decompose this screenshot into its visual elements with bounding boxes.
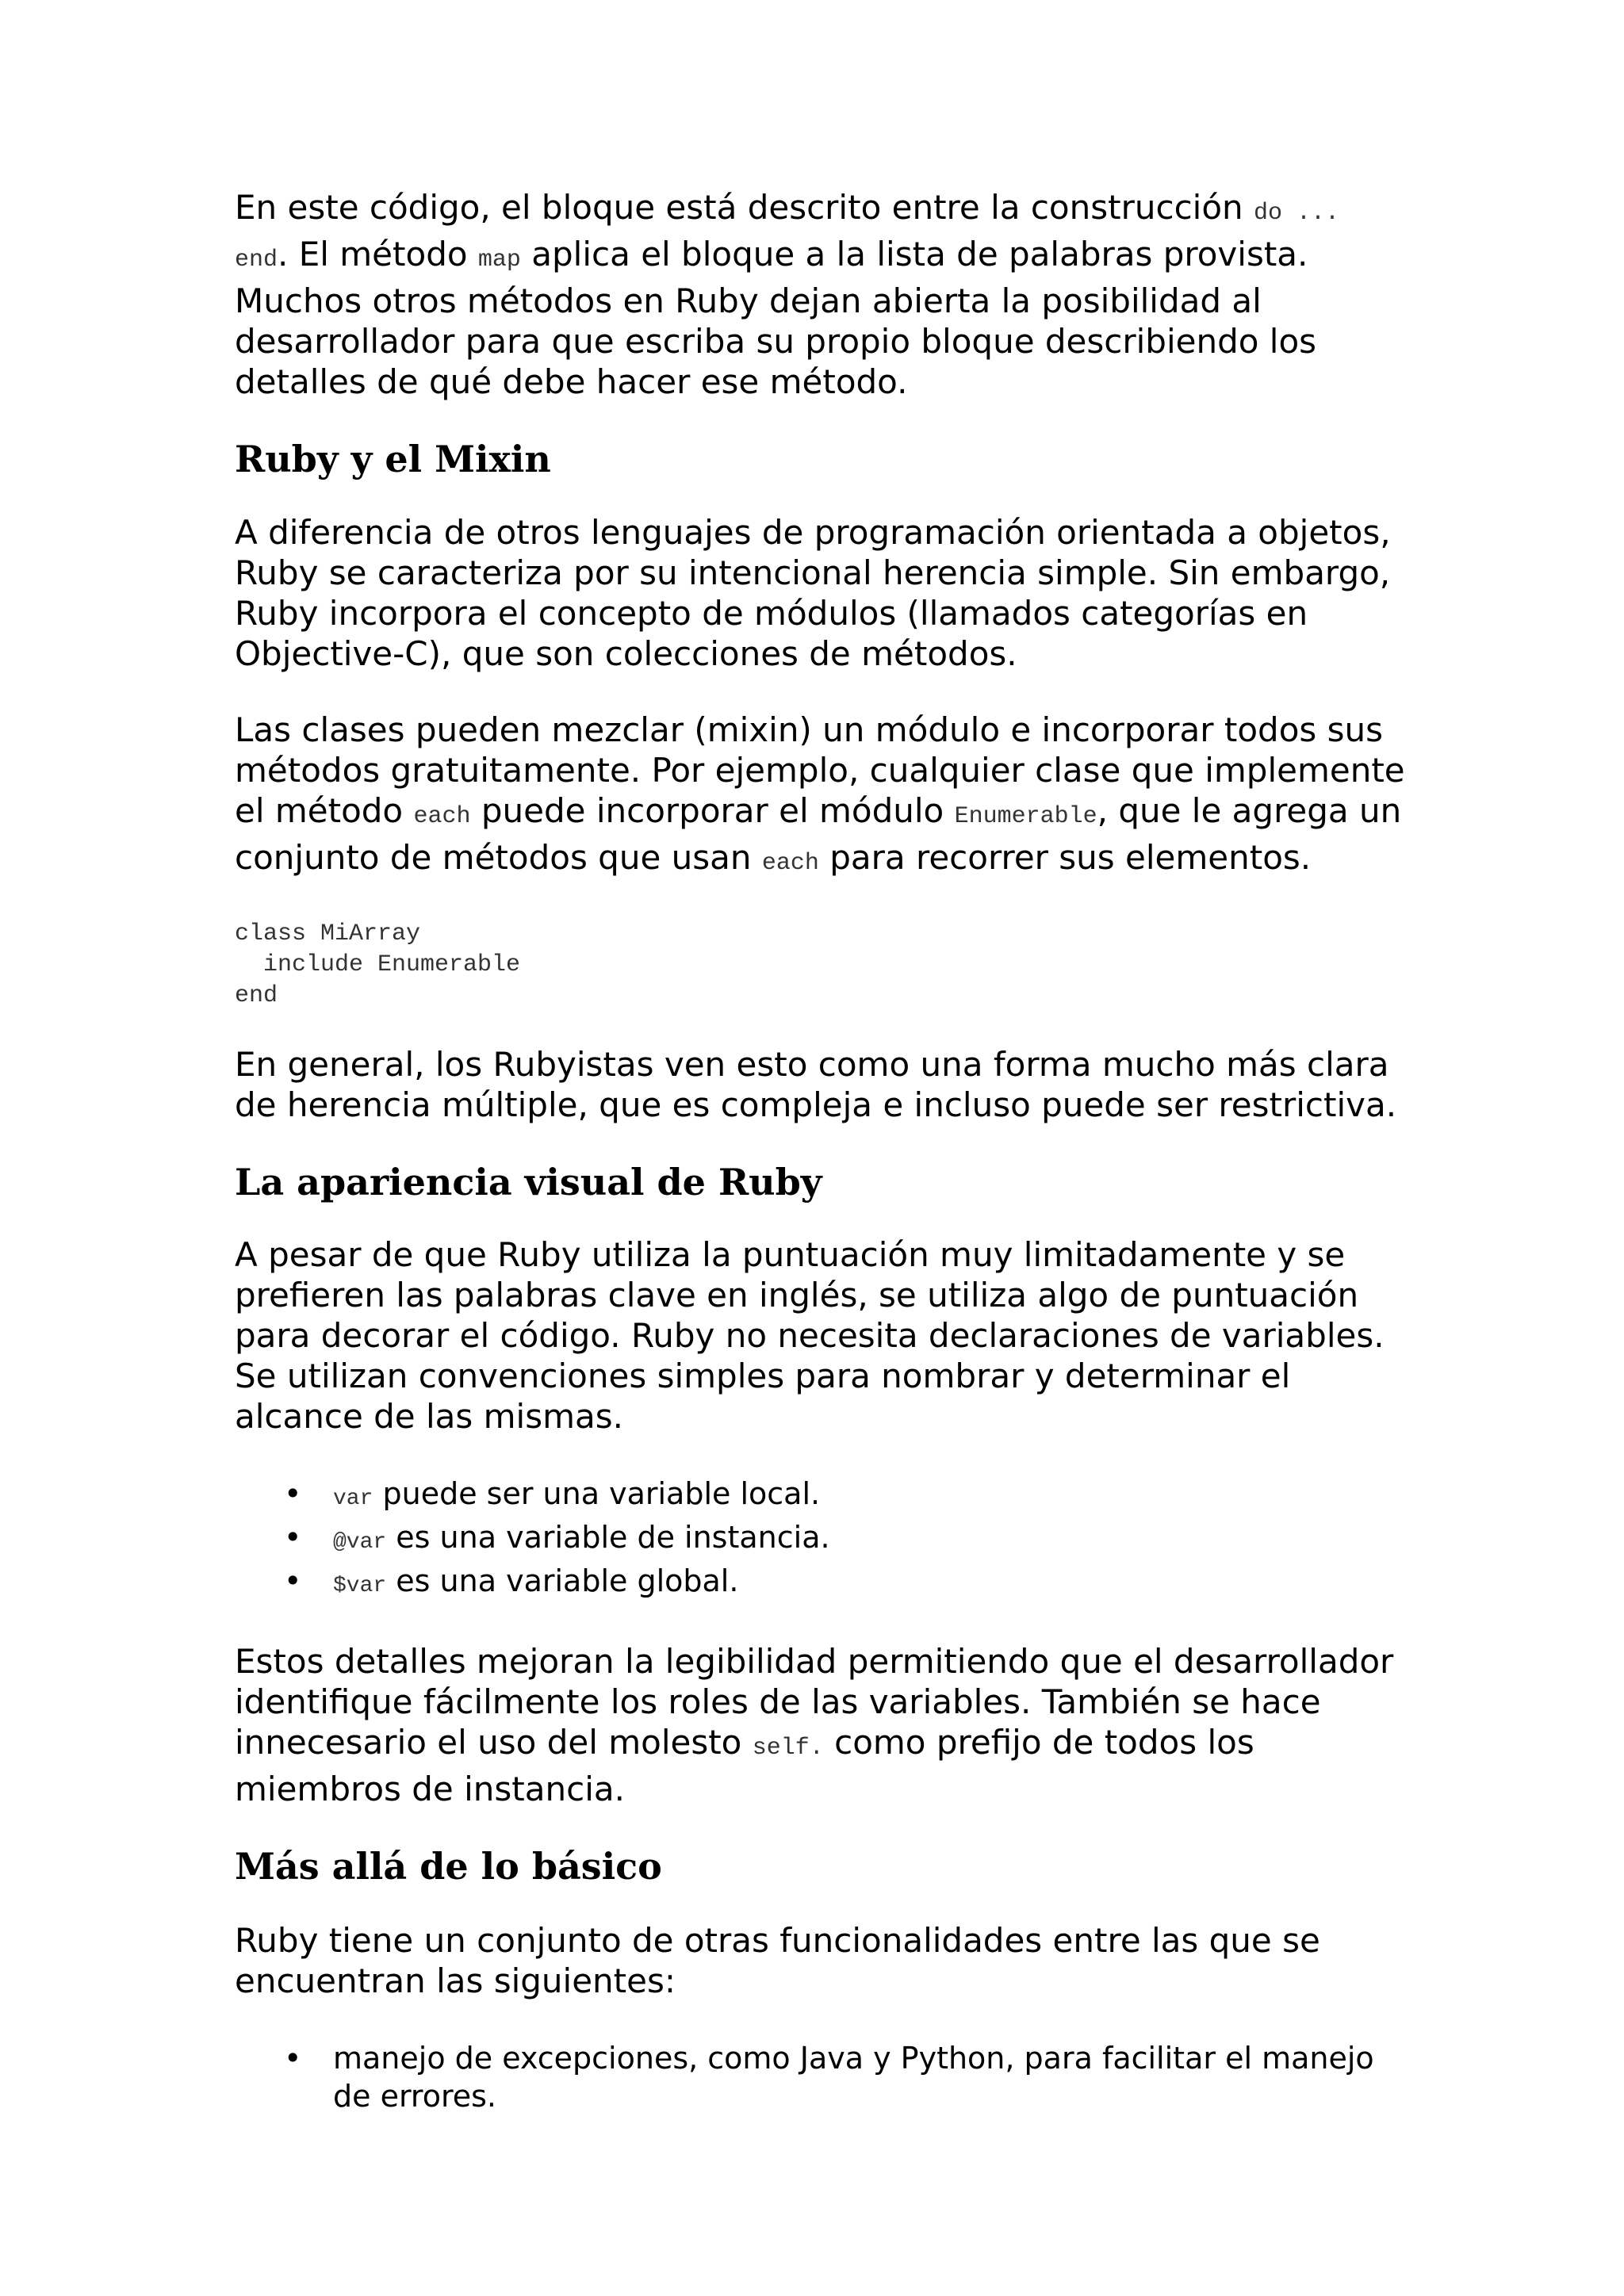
paragraph-blocks bbox=[235, 187, 1408, 402]
paragraph-text: Las clases pueden mezclar (mixin) un módulo e incorporar todos sus métodos gratuitamente. Por ejemplo, cualquier clase que implemente el método bbox=[235, 710, 1405, 830]
paragraph-text: , que le agrega un conjunto de métodos que usan bbox=[235, 791, 1402, 877]
list-item bbox=[235, 1562, 1408, 1605]
inline-code: each bbox=[761, 850, 819, 877]
paragraph-text: como prefijo de todos los miembros de instancia. bbox=[235, 1723, 1254, 1808]
list-item bbox=[235, 1475, 1408, 1518]
paragraph-visual-intro: A pesar de que Ruby utiliza la puntuación muy limitadamente y se prefieren las palabras clave en inglés, se utiliza algo de puntuación para decorar el código. Ruby no necesita declaraciones de variables. Se utilizan convenciones simples para nombrar y determinar el alcance de las mismas. bbox=[235, 1235, 1385, 1436]
features-list bbox=[235, 2039, 1408, 2115]
paragraph-mixin-detail bbox=[235, 710, 1408, 884]
inline-code: end bbox=[235, 247, 278, 274]
paragraph-text: aplica el bloque a la lista de palabras provista. Muchos otros métodos en Ruby dejan abierta la posibilidad al desarrollador para que escriba su propio bloque describiendo los detalles de qué debe hacer ese método. bbox=[235, 235, 1317, 401]
variables-list bbox=[235, 1475, 1408, 1605]
bullet-icon: • bbox=[284, 1520, 302, 1555]
inline-code: var bbox=[333, 1487, 373, 1511]
section-heading-visual: La apariencia visual de Ruby bbox=[235, 1161, 822, 1203]
code-block: class MiArray include Enumerable end bbox=[235, 920, 521, 1009]
inline-code: @var bbox=[333, 1530, 387, 1555]
paragraph-text: puede incorporar el módulo bbox=[470, 791, 955, 830]
list-item-text: puede ser una variable local. bbox=[373, 1476, 821, 1511]
inline-code: self. bbox=[752, 1735, 824, 1762]
inline-code: Enumerable bbox=[954, 803, 1097, 830]
paragraph-multiple-inheritance: En general, los Rubyistas ven esto como una forma mucho más clara de herencia múltiple, que es compleja e incluso puede ser restrictiva. bbox=[235, 1045, 1397, 1124]
list-item-text: es una variable de instancia. bbox=[386, 1520, 830, 1555]
list-item-text: manejo de excepciones, como Java y Python, para facilitar el manejo de errores. bbox=[333, 2041, 1374, 2114]
document-page bbox=[235, 187, 1408, 2115]
bullet-icon: • bbox=[284, 1563, 302, 1598]
paragraph-text: En este código, el bloque está descrito entre la construcción bbox=[235, 188, 1254, 227]
bullet-icon: • bbox=[284, 1476, 302, 1511]
paragraph-text: para recorrer sus elementos. bbox=[818, 838, 1312, 877]
inline-code: do ... bbox=[1254, 200, 1340, 227]
paragraph-text: . El método bbox=[278, 235, 478, 274]
paragraph-beyond-basics-intro: Ruby tiene un conjunto de otras funcionalidades entre las que se encuentran las siguientes: bbox=[235, 1921, 1320, 2000]
list-item bbox=[235, 1518, 1408, 1562]
list-item bbox=[235, 2039, 1408, 2115]
inline-code: $var bbox=[333, 1574, 387, 1598]
paragraph-readability bbox=[235, 1641, 1408, 1809]
bullet-icon: • bbox=[284, 2041, 302, 2076]
section-heading-mixin: Ruby y el Mixin bbox=[235, 438, 551, 480]
section-heading-beyond-basics: Más allá de lo básico bbox=[235, 1845, 662, 1888]
paragraph-mixin-intro: A diferencia de otros lenguajes de programación orientada a objetos, Ruby se caracteriza por su intencional herencia simple. Sin embargo, Ruby incorpora el concepto de módulos (llamados categorías en Objective-C), que son colecciones de métodos. bbox=[235, 513, 1391, 673]
inline-code: each bbox=[413, 803, 471, 830]
inline-code: map bbox=[477, 247, 521, 274]
list-item-text: es una variable global. bbox=[386, 1563, 739, 1598]
paragraph-text: Estos detalles mejoran la legibilidad permitiendo que el desarrollador identifique fácilmente los roles de las variables. También se hace innecesario el uso del molesto bbox=[235, 1642, 1394, 1762]
